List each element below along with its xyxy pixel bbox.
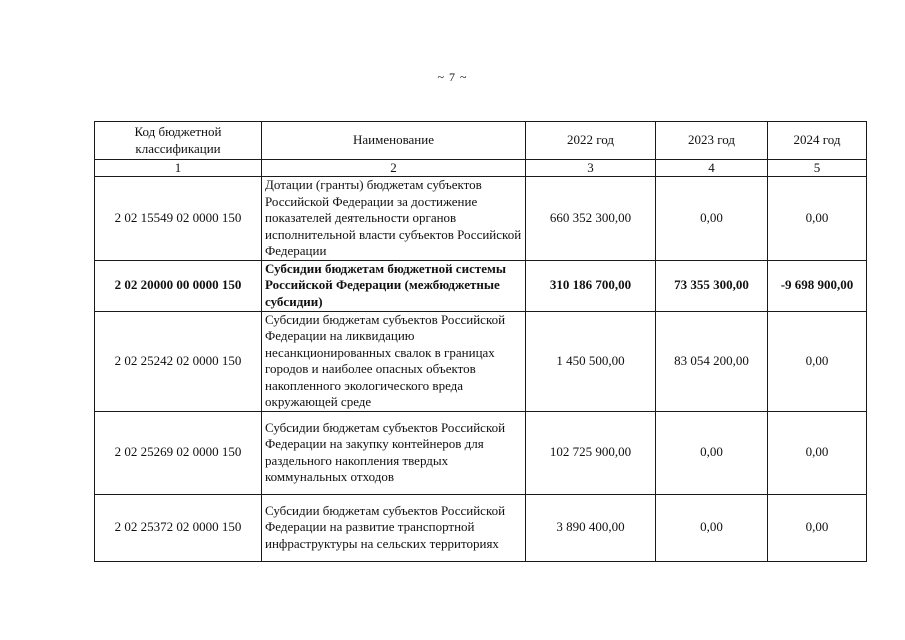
table-row-total <box>95 260 867 311</box>
cell-2023: 73 355 300,00 <box>656 260 768 311</box>
cell-2024: -9 698 900,00 <box>768 260 867 311</box>
header-year-2023: 2023 год <box>656 122 768 160</box>
cell-code: 2 02 25269 02 0000 150 <box>95 411 262 494</box>
cell-code: 2 02 15549 02 0000 150 <box>95 177 262 261</box>
cell-2023: 0,00 <box>656 494 768 561</box>
cell-2024: 0,00 <box>768 177 867 261</box>
column-number-row <box>95 160 867 177</box>
cell-2023: 0,00 <box>656 411 768 494</box>
column-number: 1 <box>95 160 262 177</box>
cell-name: Субсидии бюджетам субъектов Российской Федерации на ликвидацию несанкционированных свалок в границах городов и наиболее опасных объектов накопленного экологического вреда окружающей среде <box>262 311 526 411</box>
page-number: ~ 7 ~ <box>437 70 468 84</box>
cell-name: Субсидии бюджетам субъектов Российской Федерации на закупку контейнеров для раздельного накопления твердых коммунальных отходов <box>262 411 526 494</box>
header-code: Код бюджетной классификации <box>95 122 262 160</box>
cell-2022: 102 725 900,00 <box>526 411 656 494</box>
table-row <box>95 494 867 561</box>
header-year-2024: 2024 год <box>768 122 867 160</box>
column-number: 4 <box>656 160 768 177</box>
table-row <box>95 177 867 261</box>
column-number: 3 <box>526 160 656 177</box>
cell-2023: 83 054 200,00 <box>656 311 768 411</box>
cell-code: 2 02 20000 00 0000 150 <box>95 260 262 311</box>
table-row <box>95 411 867 494</box>
column-number: 2 <box>262 160 526 177</box>
header-name: Наименование <box>262 122 526 160</box>
column-number: 5 <box>768 160 867 177</box>
cell-2022: 1 450 500,00 <box>526 311 656 411</box>
header-row <box>95 122 867 160</box>
cell-name: Субсидии бюджетам бюджетной системы Российской Федерации (межбюджетные субсидии) <box>262 260 526 311</box>
header-year-2022: 2022 год <box>526 122 656 160</box>
cell-2023: 0,00 <box>656 177 768 261</box>
cell-2022: 310 186 700,00 <box>526 260 656 311</box>
cell-name: Субсидии бюджетам субъектов Российской Федерации на развитие транспортной инфраструктуры на сельских территориях <box>262 494 526 561</box>
cell-2022: 660 352 300,00 <box>526 177 656 261</box>
cell-code: 2 02 25242 02 0000 150 <box>95 311 262 411</box>
budget-table <box>94 121 867 562</box>
table-row <box>95 311 867 411</box>
cell-code: 2 02 25372 02 0000 150 <box>95 494 262 561</box>
cell-2024: 0,00 <box>768 411 867 494</box>
cell-2024: 0,00 <box>768 494 867 561</box>
cell-2022: 3 890 400,00 <box>526 494 656 561</box>
cell-2024: 0,00 <box>768 311 867 411</box>
cell-name: Дотации (гранты) бюджетам субъектов Российской Федерации за достижение показателей деятельности органов исполнительной власти субъектов Российской Федерации <box>262 177 526 261</box>
